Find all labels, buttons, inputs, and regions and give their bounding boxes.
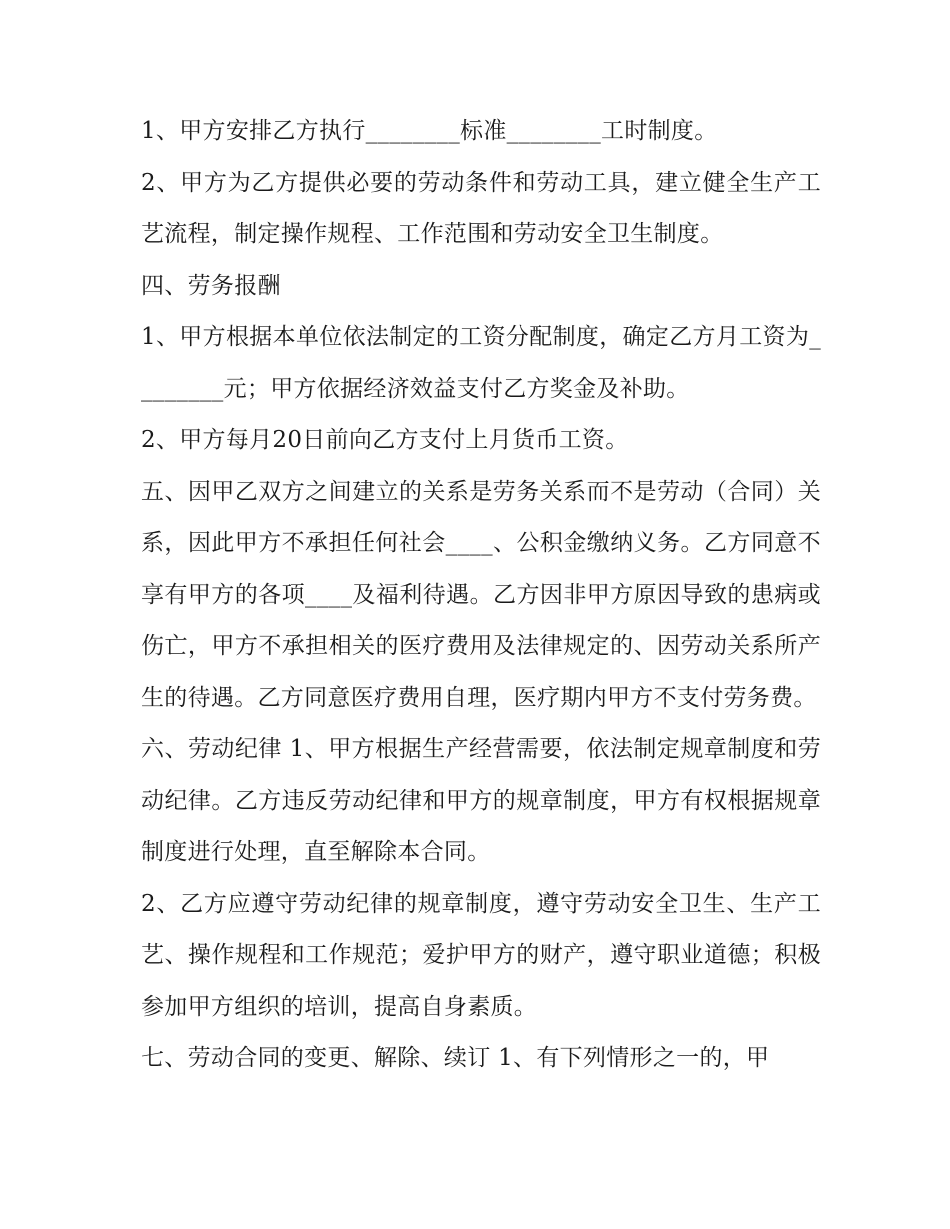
section-heading-remuneration: 四、劳务报酬: [141, 272, 281, 299]
paragraph-employee-obligations: 2、乙方应遵守劳动纪律的规章制度，遵守劳动安全卫生、生产工艺、操作规程和工作规范；爱护甲方的财产，遵守职业道德；积极参加甲方组织的培训，提高自身素质。: [141, 890, 821, 1020]
paragraph-work-hours: 1、甲方安排乙方执行________标准________工时制度。: [141, 118, 718, 144]
paragraph-monthly-wage: 1、甲方根据本单位依法制定的工资分配制度，确定乙方月工资为________元；甲方依据经济效益支付乙方奖金及补助。: [141, 324, 821, 402]
document-page: [141, 106, 821, 1085]
section-labor-relationship: 五、因甲乙双方之间建立的关系是劳务关系而不是劳动（合同）关系，因此甲方不承担任何社会____、公积金缴纳义务。乙方同意不享有甲方的各项____及福利待遇。乙方因非甲方原因导致的患病或伤亡，甲方不承担相关的医疗费用及法律规定的、因劳动关系所产生的待遇。乙方同意医疗费用自理，医疗期内甲方不支付劳务费。: [141, 478, 821, 711]
section-labor-discipline: 六、劳动纪律 1、甲方根据生产经营需要，依法制定规章制度和劳动纪律。乙方违反劳动纪律和甲方的规章制度，甲方有权根据规章制度进行处理，直至解除本合同。: [141, 736, 821, 865]
paragraph-working-conditions: 2、甲方为乙方提供必要的劳动条件和劳动工具，建立健全生产工艺流程，制定操作规程、工作范围和劳动安全卫生制度。: [141, 169, 821, 247]
paragraph-payment-date: 2、甲方每月20日前向乙方支付上月货币工资。: [141, 427, 629, 453]
section-contract-changes: 七、劳动合同的变更、解除、续订 1、有下列情形之一的，甲: [141, 1045, 770, 1071]
